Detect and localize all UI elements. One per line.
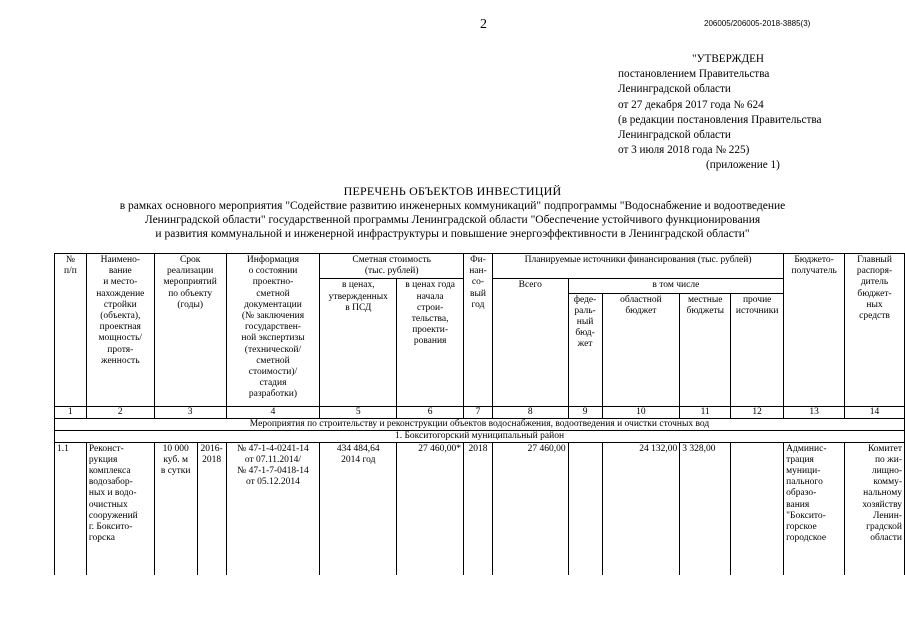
row-cost-psd: 434 484,64 2014 год <box>320 442 397 575</box>
investment-table <box>54 253 905 575</box>
col-number: 9 <box>568 406 602 418</box>
approval-line: постановлением Правительства <box>618 68 770 81</box>
row-federal <box>568 442 602 575</box>
title-heading: ПЕРЕЧЕНЬ ОБЪЕКТОВ ИНВЕСТИЦИЙ <box>343 184 562 198</box>
subsection-heading: 1. Бокситогорский муниципальный район <box>55 430 905 442</box>
title-line: Ленинградской области" государственной программы Ленинградской области "Обеспечение устойчивого функционирования <box>144 214 761 226</box>
col-number: 11 <box>680 406 731 418</box>
row-cost-start: 27 460,00* <box>397 442 464 575</box>
row-years: 2016- 2018 <box>197 442 226 575</box>
col-number: 8 <box>492 406 568 418</box>
row-local: 3 328,00 <box>680 442 731 575</box>
row-manager: Комитет по жи- лищно- комму- нальному хозяйству Ленин- градской области <box>845 442 905 575</box>
row-info: № 47-1-4-0241-14 от 07.11.2014/ № 47-1-7-0418-14 от 05.12.2014 <box>226 442 320 575</box>
approval-line: Ленинградской области <box>618 83 731 96</box>
row-regional: 24 132,00 <box>602 442 680 575</box>
approval-line: от 3 июля 2018 года № 225) <box>618 144 750 157</box>
col-number: 2 <box>86 406 154 418</box>
col-number: 3 <box>154 406 226 418</box>
row-fin-year: 2018 <box>464 442 493 575</box>
approval-line: от 27 декабря 2017 года № 624 <box>618 98 764 111</box>
col-number: 1 <box>55 406 87 418</box>
header-cost: Сметная стоимость (тыс. рублей) <box>320 254 464 279</box>
col-number: 10 <box>602 406 680 418</box>
header-cost-start: в ценах года начала строи- тельства, проекти- рования <box>397 279 464 406</box>
header-num: № п/п <box>55 254 87 407</box>
header-other: прочие источники <box>731 293 784 406</box>
section-heading: Мероприятия по строительству и реконструкции объектов водоснабжения, водоотведения и очистки сточных вод <box>55 418 905 430</box>
row-other <box>731 442 784 575</box>
approval-line: (в редакции постановления Правительства <box>618 113 822 126</box>
approval-line: (приложение 1) <box>706 159 780 172</box>
col-number: 4 <box>226 406 320 418</box>
header-regional: областной бюджет <box>602 293 680 406</box>
title-line: в рамках основного мероприятия "Содействие развитию инженерных коммуникаций" подпрограммы "Водоснабжение и водоотведение <box>119 200 786 212</box>
col-number: 5 <box>320 406 397 418</box>
approval-line: "УТВЕРЖДЕН <box>692 53 765 65</box>
col-number: 14 <box>845 406 905 418</box>
column-numbers-row <box>55 406 905 418</box>
header-manager: Главный распоря- дитель бюджет- ных средств <box>845 254 905 407</box>
page-number: 2 <box>480 17 487 32</box>
header-fin-year: Фи- нан- со- вый год <box>464 254 493 407</box>
header-local: местные бюджеты <box>680 293 731 406</box>
row-name: Реконст- рукция комплекса водозабор- ных и водо- очистных сооружений г. Боксито- горска <box>86 442 154 575</box>
approval-block <box>618 52 898 174</box>
row-capacity: 10 000 куб. м в сутки <box>154 442 197 575</box>
table-row <box>55 442 905 575</box>
header-sources: Планируемые источники финансирования (тыс. рублей) <box>492 254 783 279</box>
col-number: 13 <box>784 406 845 418</box>
row-num: 1.1 <box>55 442 87 575</box>
header-federal: феде- раль- ный бюд- жет <box>568 293 602 406</box>
col-number: 6 <box>397 406 464 418</box>
header-info: Информация о состоянии проектно- сметной документации (№ заключения государствен- ной экспертизы (технической/ сметной стоимости)/ стадия разработки) <box>226 254 320 407</box>
header-term: Срок реализации мероприятий по объекту (годы) <box>154 254 226 407</box>
header-total: Всего <box>492 279 568 406</box>
header-recipient: Бюджето- получатель <box>784 254 845 407</box>
document-code: 206005/206005-2018-3885(3) <box>704 19 811 28</box>
approval-line: Ленинградской области <box>618 129 731 142</box>
col-number: 12 <box>731 406 784 418</box>
header-name: Наимено- вание и место- нахождение стройки (объекта), проектная мощность/ протя- женность <box>86 254 154 407</box>
row-recipient: Админис- трация муници- пального образо- вания "Боксито- горское городское <box>784 442 845 575</box>
title-line: и развития коммунальной и инженерной инфраструктуры и повышение энергоэффективности в Ленинградской области" <box>155 228 750 240</box>
col-number: 7 <box>464 406 493 418</box>
row-total: 27 460,00 <box>492 442 568 575</box>
header-incl: в том числе <box>568 279 784 293</box>
document-title <box>0 184 905 241</box>
header-cost-psd: в ценах, утвержденных в ПСД <box>320 279 397 406</box>
